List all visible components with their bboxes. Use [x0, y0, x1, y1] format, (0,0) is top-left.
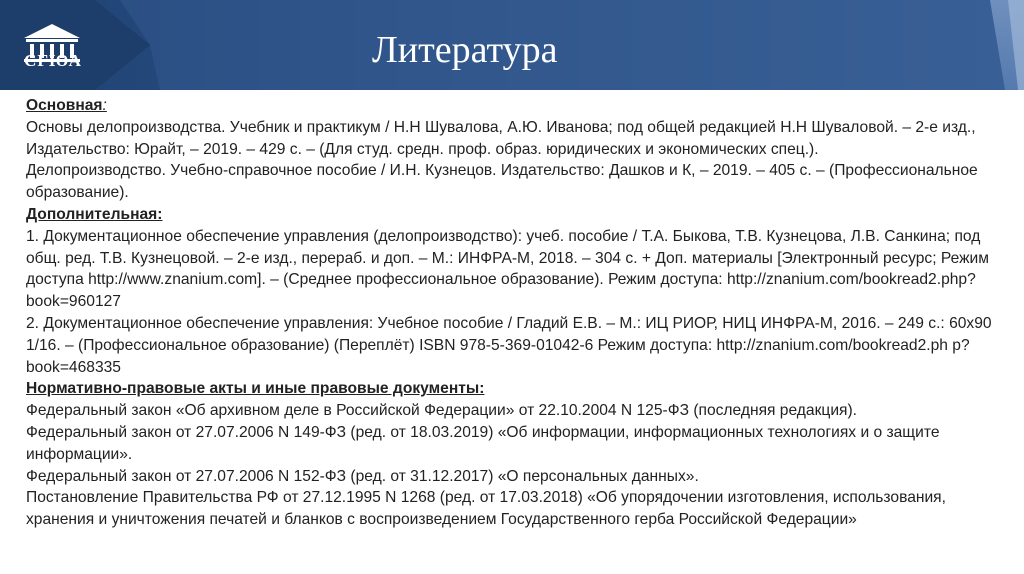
- legal-document-item: Федеральный закон от 27.07.2006 N 152-ФЗ (ред. от 31.12.2017) «О персональных данных».: [26, 467, 699, 485]
- main-section-heading: Основная:: [26, 97, 107, 114]
- main-literature-item: Основы делопроизводства. Учебник и практикум / Н.Н Шувалова, А.Ю. Иванова; под общей редакцией Н.Н Шуваловой. – 2-е изд., Издательство: Юрайт, – 2019. – 429 с. – (Для студ. средн. проф. образ. юридических и экономических спец.).: [26, 118, 976, 158]
- additional-literature-item: 2. Документационное обеспечение управления: Учебное пособие / Гладий Е.В. – М.: ИЦ РИОР, НИЦ ИНФРА-М, 2016. – 249 с.: 60х90 1/16. – (Профессиональное образование) (Переплёт) ISBN 978-5-369-01042-6 Режим доступа: http://znanium.com/bookread2.ph p?book=468335: [26, 314, 992, 376]
- additional-literature-item: 1. Документационное обеспечение управления (делопроизводство): учеб. пособие / Т.А. Быкова, Т.В. Кузнецова, Л.В. Санкина; под общ. ред. Т.В. Кузнецовой. – 2-е изд., перераб. и доп. – М.: ИНФРА-М, 2018. – 304 с. + Доп. материалы [Электронный ресурс; Режим доступа http://www.znanium.com]. – (Среднее профессиональное образование). Режим доступа: http://znanium.com/bookread2.php?book=960127: [26, 227, 989, 311]
- header-banner: [0, 0, 1024, 90]
- legal-document-item: Постановление Правительства РФ от 27.12.1995 N 1268 (ред. от 17.03.2018) «Об упорядочении изготовления, использования, хранения и уничтожения печатей и бланков с воспроизведением Государственного герба Российской Федерации»: [26, 489, 946, 529]
- legal-document-item: Федеральный закон от 27.07.2006 N 149-ФЗ (ред. от 18.03.2019) «Об информации, информационных технологиях и о защите информации».: [26, 423, 940, 463]
- legal-document-item: Федеральный закон «Об архивном деле в Российской Федерации» от 22.10.2004 N 125-ФЗ (последняя редакция).: [26, 402, 857, 420]
- legal-section-heading: Нормативно-правовые акты и иные правовые документы:: [26, 380, 485, 398]
- logo-text: СГЮА: [24, 51, 82, 70]
- additional-section-heading: Дополнительная:: [26, 205, 163, 223]
- main-literature-item: Делопроизводство. Учебно-справочное пособие / И.Н. Кузнецов. Издательство: Дашков и К, – 2019. – 405 с. – (Профессиональное образование).: [26, 162, 978, 202]
- page-title: Литература: [372, 29, 558, 71]
- bibliography-content: [26, 95, 1010, 531]
